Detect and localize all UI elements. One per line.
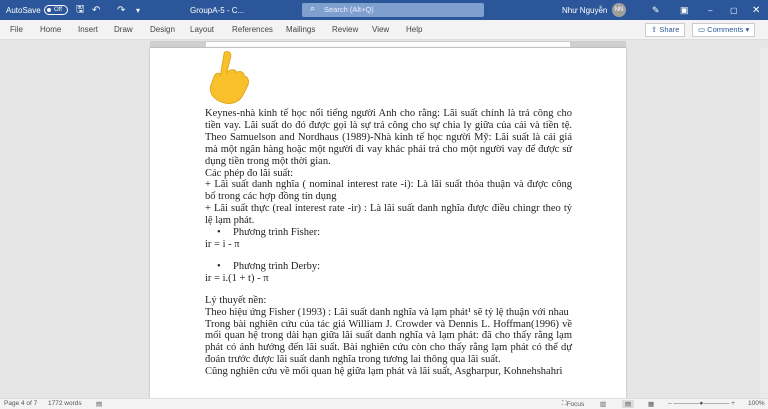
document-body[interactable] xyxy=(205,108,572,378)
tab-insert[interactable]: Insert xyxy=(78,25,99,34)
zoom-slider[interactable]: – ――――●―――― + xyxy=(668,400,735,407)
web-layout-icon[interactable]: ▦ xyxy=(648,401,655,408)
paragraph: Lý thuyết nền: xyxy=(205,294,267,306)
tab-help[interactable]: Help xyxy=(406,25,423,34)
bullet-item: • Phương trình Fisher: xyxy=(205,227,572,239)
ruler-right-margin xyxy=(570,42,625,47)
proofing-icon[interactable]: ▤ xyxy=(96,401,103,408)
redo-icon[interactable]: ↷ xyxy=(117,4,126,16)
focus-label: Focus xyxy=(566,401,585,408)
ruler-left-margin xyxy=(151,42,206,47)
tab-review[interactable]: Review xyxy=(332,25,359,34)
undo-icon[interactable]: ↶ xyxy=(92,4,101,16)
page-count[interactable]: Page 4 of 7 xyxy=(4,400,38,407)
maximize-icon[interactable]: ▢ xyxy=(730,5,738,15)
tab-home[interactable]: Home xyxy=(40,25,62,34)
word-count[interactable]: 1772 words xyxy=(48,400,82,407)
comments-button[interactable]: ▭ Comments ▾ xyxy=(692,23,755,37)
close-icon[interactable]: ✕ xyxy=(752,4,761,16)
minimize-icon[interactable]: – xyxy=(708,5,713,15)
comment-icon: ▭ xyxy=(698,25,708,34)
pointing-hand-icon xyxy=(205,50,251,105)
status-bar xyxy=(0,398,768,409)
autosave-label: AutoSave xyxy=(6,5,41,15)
share-icon: ⇪ xyxy=(651,25,660,34)
read-mode-icon[interactable]: ▥ xyxy=(600,401,607,408)
tab-view[interactable]: View xyxy=(372,25,390,34)
paragraph: Trong bài nghiên cứu của tác giả William J. Crowder và Dennis L. Hoffman(1996) về mối quan hệ trong dài hạn giữa lãi suất danh nghĩa và lạm phát: đã cho thấy rằng lạm phát có ảnh hưởng đến lãi suất. Bài nghiên cứu còn cho thấy rằng lạm phát có thể dự đoán trước được lãi suất danh nghĩa trong tương lai thông qua lãi suất. xyxy=(205,318,572,366)
tab-layout[interactable]: Layout xyxy=(190,25,215,34)
vertical-scrollbar[interactable] xyxy=(760,48,768,398)
paragraph: Keynes-nhà kinh tế học nổi tiếng người Anh cho rằng: Lãi suất chính là trả công cho tiền vay. Lãi suất do đó được gọi là sự trả công cho sự chia ly giữa của cải và tiền tệ. Theo Samuelson and Nordhaus (1989)-Nhà kinh tế học người Mỹ: Lãi suất là cái giá mà một ngân hàng hoặc một người đi vay khác phải trả cho một người vay để được sử dụng tiền trong một thời gian. xyxy=(205,108,572,167)
zoom-level[interactable]: 100% xyxy=(748,400,765,407)
save-icon[interactable]: 🖫 xyxy=(76,3,85,15)
bullet-item: • Phương trình Derby: xyxy=(205,261,572,273)
paragraph: Theo hiệu ứng Fisher (1993) : Lãi suất danh nghĩa và lạm phát¹ sẽ tỷ lệ thuận với nhau xyxy=(205,306,569,318)
share-label: Share xyxy=(659,25,680,34)
avatar[interactable]: NN xyxy=(612,3,626,17)
paragraph: + Lãi suất thực (real interest rate -ir) : Là lãi suất danh nghĩa được điều chingr theo tỷ lệ lạm phát. xyxy=(205,203,572,227)
paragraph: + Lãi suất danh nghĩa ( nominal interest rate -i): Là lãi suất thỏa thuận và được công bố trong các hợp đồng tín dụng xyxy=(205,179,572,203)
search-input[interactable]: Search (Alt+Q) xyxy=(302,3,484,17)
focus-button[interactable]: ⛶ Focus xyxy=(562,400,585,408)
paragraph: Các phép đo lãi suất: xyxy=(205,167,294,179)
equation: ir = i.(1 + t) - π xyxy=(205,272,269,284)
tab-draw[interactable]: Draw xyxy=(114,25,133,34)
pen-icon[interactable]: ✎ xyxy=(652,4,660,15)
share-button[interactable] xyxy=(645,23,685,37)
tab-file[interactable]: File xyxy=(10,25,23,34)
tab-mailings[interactable]: Mailings xyxy=(286,25,316,34)
ribbon-display-icon[interactable]: ▣ xyxy=(680,4,689,15)
ruler[interactable] xyxy=(150,41,626,48)
customize-icon[interactable]: ▾ xyxy=(136,5,141,15)
document-name[interactable]: GroupA-5 - C... xyxy=(190,5,245,15)
equation: ir = i - π xyxy=(205,238,240,250)
comments-label: Comments xyxy=(707,25,744,34)
autosave-toggle[interactable]: Off xyxy=(44,5,68,15)
tab-design[interactable]: Design xyxy=(150,25,175,34)
ribbon-tabs xyxy=(0,20,768,40)
print-layout-icon[interactable]: ▤ xyxy=(622,400,634,408)
search-icon: ⌕ xyxy=(310,3,316,13)
paragraph: Cũng nghiên cứu về mối quan hệ giữa lạm phát và lãi suất, Asgharpur, Kohnehshahri xyxy=(205,366,563,378)
user-name[interactable]: Như Nguyễn xyxy=(562,5,608,15)
tab-references[interactable]: References xyxy=(232,25,273,34)
title-bar xyxy=(0,0,768,20)
